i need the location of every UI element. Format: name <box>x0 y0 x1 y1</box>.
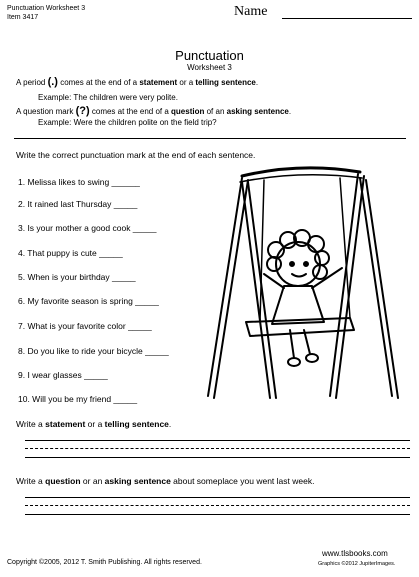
name-label: Name <box>234 4 268 19</box>
period-rule: A period (.) comes at the end of a statement or a telling sentence. <box>16 76 259 88</box>
question-item[interactable]: 4. That puppy is cute _____ <box>18 248 123 258</box>
swing-illustration <box>200 158 406 408</box>
divider <box>14 138 406 139</box>
item-number: Item 3417 <box>7 14 39 21</box>
question-item[interactable]: 8. Do you like to ride your bicycle _____ <box>18 346 169 356</box>
site-url: www.tlsbooks.com <box>322 549 388 558</box>
question-item[interactable]: 2. It rained last Thursday _____ <box>18 199 138 209</box>
question-example: Example: Were the children polite on the field trip? <box>38 118 217 127</box>
writing-line[interactable] <box>25 497 410 498</box>
writing-line[interactable] <box>25 440 410 441</box>
question-item[interactable]: 7. What is your favorite color _____ <box>18 321 152 331</box>
writing-guide-line <box>25 448 410 449</box>
instruction-text: Write the correct punctuation mark at the end of each sentence. <box>16 150 256 160</box>
writing-guide-line <box>25 505 410 506</box>
question-item[interactable]: 5. When is your birthday _____ <box>18 272 136 282</box>
question-prompt: Write a question or an asking sentence about someplace you went last week. <box>16 476 315 486</box>
page-subtitle: Worksheet 3 <box>187 63 232 72</box>
writing-line[interactable] <box>25 457 410 458</box>
question-rule: A question mark (?) comes at the end of a question of an asking sentence. <box>16 105 292 117</box>
worksheet-label: Punctuation Worksheet 3 <box>7 5 86 12</box>
page-title: Punctuation <box>175 48 244 63</box>
question-item[interactable]: 3. Is your mother a good cook _____ <box>18 223 157 233</box>
statement-prompt: Write a statement or a telling sentence. <box>16 419 172 429</box>
copyright-text: Copyright ©2005, 2012 T. Smith Publishing. All rights reserved. <box>7 559 202 566</box>
graphics-credit: Graphics ©2012 JupiterImages. <box>318 561 396 567</box>
name-line[interactable] <box>282 18 412 19</box>
question-item[interactable]: 1. Melissa likes to swing ______ <box>18 177 140 187</box>
period-example: Example: The children were very polite. <box>38 93 178 102</box>
question-item[interactable]: 9. I wear glasses _____ <box>18 370 108 380</box>
question-item[interactable]: 10. Will you be my friend _____ <box>18 394 138 404</box>
question-item[interactable]: 6. My favorite season is spring _____ <box>18 296 159 306</box>
writing-line[interactable] <box>25 514 410 515</box>
